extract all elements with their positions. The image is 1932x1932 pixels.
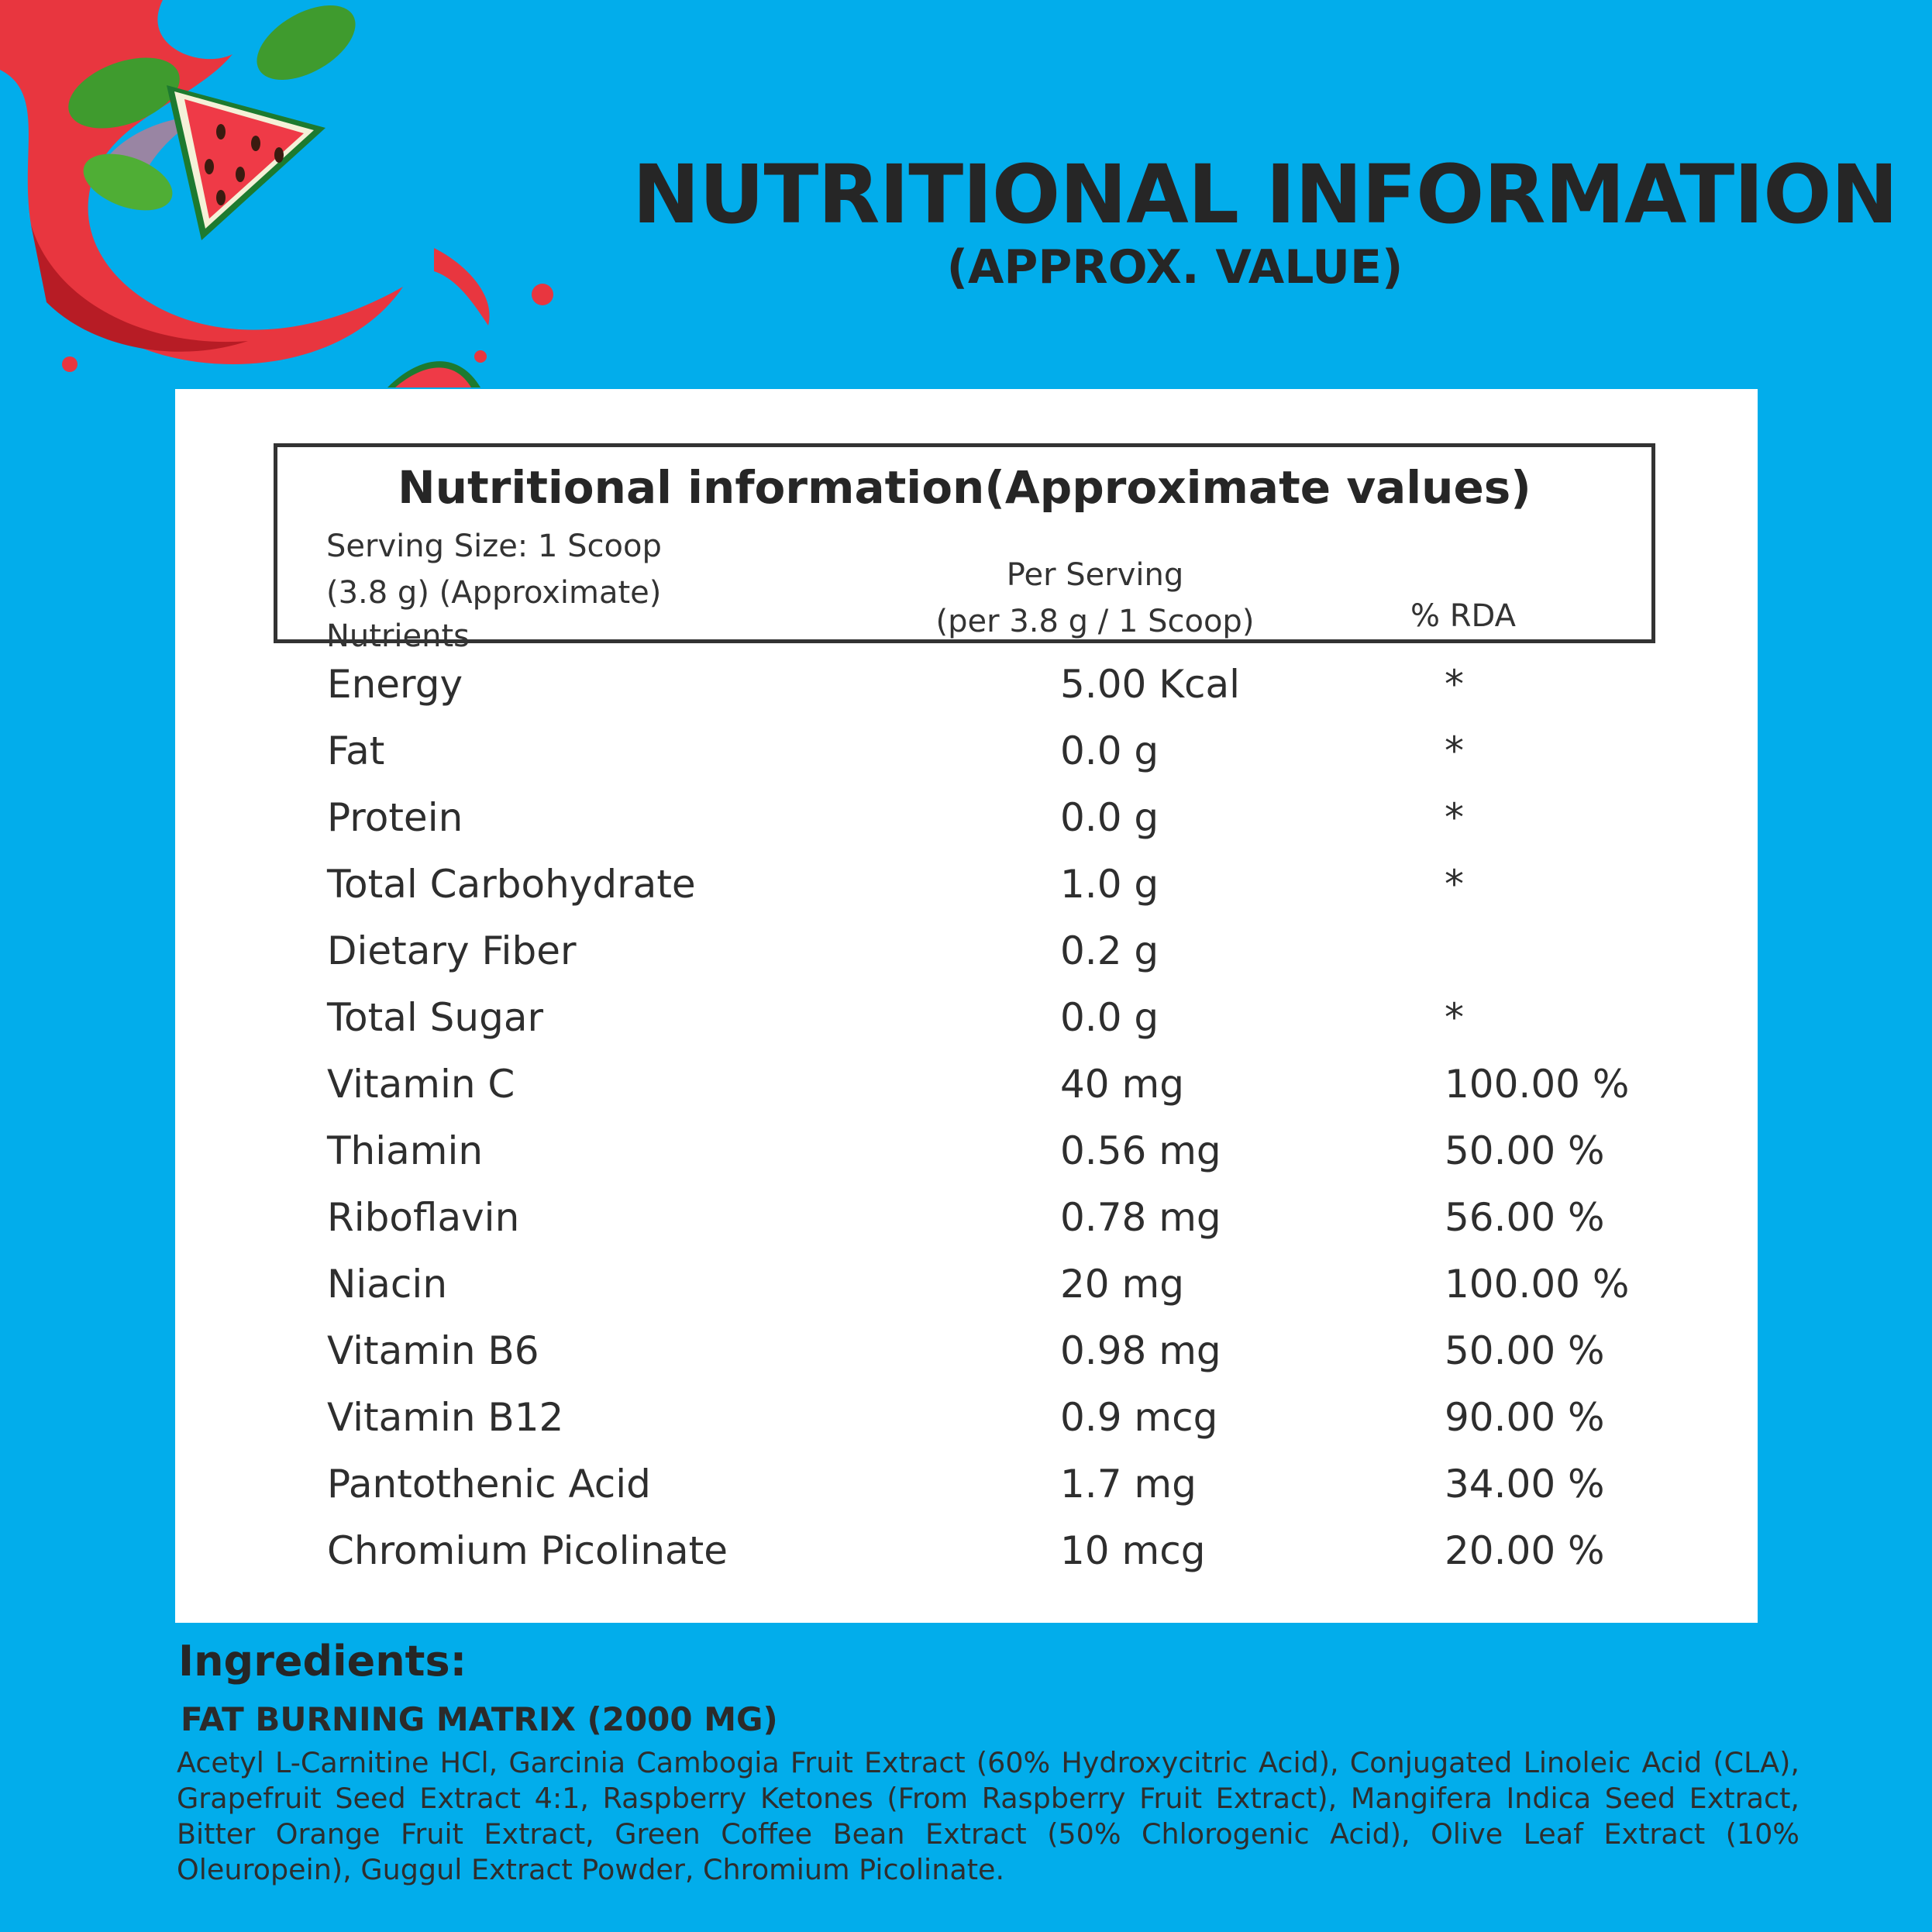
fat-burning-matrix-heading: FAT BURNING MATRIX (2000 MG) [181,1700,778,1738]
nutrient-rda: 100.00 % [1445,1262,1630,1307]
nutrient-rda: * [1445,795,1464,840]
ingredients-heading: Ingredients: [178,1637,467,1686]
rda-column-label: % RDA [1410,598,1516,634]
table-row [327,783,1722,849]
table-row [327,916,1722,983]
nutrient-name: Vitamin B6 [327,1328,539,1373]
nutrient-amount: 1.0 g [1060,862,1159,907]
nutrient-name: Fat [327,728,385,773]
nutrient-amount: 0.0 g [1060,795,1159,840]
nutrient-amount: 0.0 g [1060,995,1159,1040]
nutrient-rda: * [1445,995,1464,1040]
page-subtitle: (APPROX. VALUE) [946,240,1403,294]
table-row [327,1449,1722,1516]
nutrient-name: Energy [327,662,463,707]
nutrient-name: Vitamin B12 [327,1395,564,1440]
nutrient-name: Total Carbohydrate [327,862,696,907]
table-row [327,983,1722,1049]
nutrient-rda: 90.00 % [1445,1395,1605,1440]
serving-size-block [326,523,662,656]
table-row [327,1049,1722,1116]
page-title: NUTRITIONAL INFORMATION [632,147,1898,242]
nutrient-rda: 100.00 % [1445,1062,1630,1107]
nutrient-rda: * [1445,728,1464,773]
nutrient-rda: 50.00 % [1445,1328,1605,1373]
nutrient-name: Riboflavin [327,1195,520,1240]
nutrient-amount: 10 mcg [1060,1528,1206,1573]
serving-weight-line: (3.8 g) (Approximate) [326,575,662,611]
nutrient-rows [327,649,1722,1582]
nutrient-amount: 0.98 mg [1060,1328,1221,1373]
table-row [327,1183,1722,1249]
table-row [327,649,1722,716]
nutrient-amount: 5.00 Kcal [1060,662,1241,707]
table-row [327,1316,1722,1383]
watermelon-splash-illustration [0,0,604,434]
table-row [327,716,1722,783]
nutrient-rda: 50.00 % [1445,1128,1605,1173]
nutrition-table-header [274,443,1655,654]
nutrient-amount: 0.56 mg [1060,1128,1221,1173]
table-heading: Nutritional information(Approximate values) [398,461,1531,514]
per-serving-column-label [925,552,1266,645]
nutrient-rda: * [1445,862,1464,907]
nutrient-rda: * [1445,662,1464,707]
nutrient-name: Total Sugar [327,995,544,1040]
nutrient-name: Niacin [327,1262,448,1307]
nutrient-name: Chromium Picolinate [327,1528,728,1573]
nutrient-amount: 0.9 mcg [1060,1395,1218,1440]
nutrient-amount: 20 mg [1060,1262,1184,1307]
nutrient-amount: 0.0 g [1060,728,1159,773]
nutrient-name: Thiamin [327,1128,484,1173]
nutrient-name: Pantothenic Acid [327,1462,651,1507]
nutrient-amount: 40 mg [1060,1062,1184,1107]
nutrients-column-label: Nutrients [326,618,470,654]
nutrient-rda: 34.00 % [1445,1462,1605,1507]
nutrient-name: Vitamin C [327,1062,515,1107]
nutrient-name: Dietary Fiber [327,928,577,973]
table-row [327,1516,1722,1582]
table-row [327,1249,1722,1316]
serving-size-line: Serving Size: 1 Scoop [326,529,662,564]
nutrient-amount: 1.7 mg [1060,1462,1197,1507]
per-serving-detail: (per 3.8 g / 1 Scoop) [935,604,1255,639]
nutrient-amount: 0.78 mg [1060,1195,1221,1240]
ingredients-list-text: Acetyl L-Carnitine HCl, Garcinia Cambogia Fruit Extract (60% Hydroxycitric Acid), Conjugated Linoleic Acid (CLA), Grapefruit Seed Extract 4:1, Raspberry Ketones (From Raspberry Fruit Extract), Mangifera Indica Seed Extract, Bitter Orange Fruit Extract, Green Coffee Bean Extract (50% Chlorogenic Acid), Olive Leaf Extract (10% Oleuropein), Guggul Extract Powder, Chromium Picolinate. [177,1746,1799,1886]
nutrient-rda: 20.00 % [1445,1528,1605,1573]
nutrient-amount: 0.2 g [1060,928,1159,973]
nutrient-name: Protein [327,795,463,840]
table-row [327,1383,1722,1449]
table-row [327,1116,1722,1183]
nutrition-panel [175,389,1758,1623]
table-row [327,849,1722,916]
nutrient-rda: 56.00 % [1445,1195,1605,1240]
per-serving-line: Per Serving [1006,557,1184,593]
